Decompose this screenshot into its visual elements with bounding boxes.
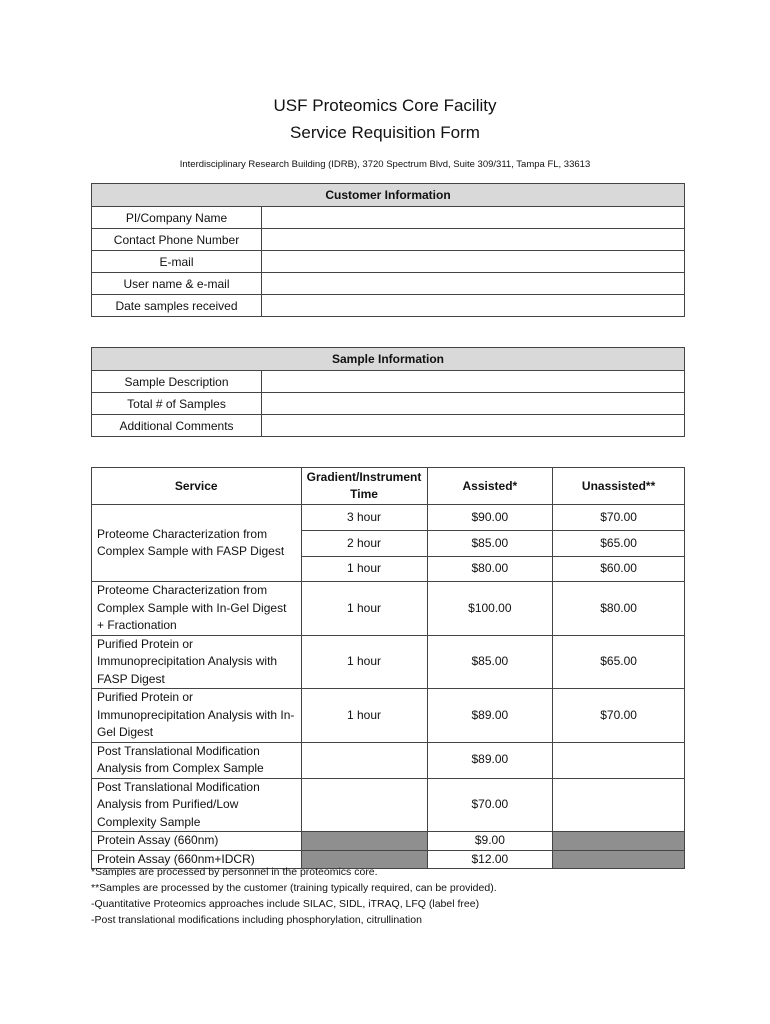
service-name: Purified Protein or Immunoprecipitation Analysis with In-Gel Digest [92,689,302,743]
service-column-header: Service [92,468,302,505]
instrument-time: 1 hour [301,557,427,582]
service-name: Purified Protein or Immunoprecipitation Analysis with FASP Digest [92,635,302,689]
table-row [92,778,685,832]
services-pricing-table [91,467,685,869]
unassisted-price: $60.00 [553,557,685,582]
email-label: E-mail [92,251,262,273]
sample-description-field[interactable] [262,371,685,393]
form-row [92,415,685,437]
service-name: Protein Assay (660nm+IDCR) [92,850,302,869]
form-row [92,229,685,251]
user-name-email-label: User name & e-mail [92,273,262,295]
form-row [92,393,685,415]
table-row [92,742,685,778]
email-field[interactable] [262,251,685,273]
footnote: -Post translational modifications including phosphorylation, citrullination [91,914,422,926]
form-row [92,371,685,393]
instrument-time: 1 hour [301,689,427,743]
unassisted-price: $65.00 [553,531,685,557]
additional-comments-label: Additional Comments [92,415,262,437]
assisted-price: $9.00 [427,832,553,851]
assisted-price: $90.00 [427,505,553,531]
facility-address: Interdisciplinary Research Building (IDRB), 3720 Spectrum Blvd, Suite 309/311, Tampa FL, 33613 [179,159,591,170]
table-row [92,582,685,636]
customer-information-table [91,183,685,317]
contact-phone-field[interactable] [262,229,685,251]
unassisted-price: $80.00 [553,582,685,636]
unassisted-price: $65.00 [553,635,685,689]
service-name: Post Translational Modification Analysis from Purified/Low Complexity Sample [92,778,302,832]
footnote: -Quantitative Proteomics approaches include SILAC, SIDL, iTRAQ, LFQ (label free) [91,898,480,910]
service-name: Proteome Characterization from Complex Sample with FASP Digest [92,505,302,582]
user-name-email-field[interactable] [262,273,685,295]
form-row [92,251,685,273]
assisted-price: $70.00 [427,778,553,832]
instrument-time: 2 hour [301,531,427,557]
total-samples-label: Total # of Samples [92,393,262,415]
date-received-field[interactable] [262,295,685,317]
contact-phone-label: Contact Phone Number [92,229,262,251]
footnote: **Samples are processed by the customer (training typically required, can be provided). [91,882,497,894]
total-samples-field[interactable] [262,393,685,415]
pi-company-name-field[interactable] [262,207,685,229]
assisted-price: $80.00 [427,557,553,582]
assisted-price: $89.00 [427,689,553,743]
assisted-price: $89.00 [427,742,553,778]
pi-company-name-label: PI/Company Name [92,207,262,229]
service-name: Protein Assay (660nm) [92,832,302,851]
service-name: Proteome Characterization from Complex Sample with In-Gel Digest + Fractionation [92,582,302,636]
unassisted-price [553,778,685,832]
sample-information-table [91,347,685,437]
table-row [92,505,685,531]
table-header-row [92,468,685,505]
unassisted-price [553,742,685,778]
customer-info-heading: Customer Information [92,184,685,207]
footnotes [91,864,497,928]
table-row [92,832,685,851]
form-row [92,207,685,229]
assisted-column-header: Assisted* [427,468,553,505]
date-received-label: Date samples received [92,295,262,317]
instrument-time: 3 hour [301,505,427,531]
instrument-time [301,742,427,778]
assisted-price: $85.00 [427,531,553,557]
shaded-cell [301,832,427,851]
instrument-time [301,778,427,832]
unassisted-price: $70.00 [553,505,685,531]
shaded-cell [553,850,685,869]
shaded-cell [553,832,685,851]
additional-comments-field[interactable] [262,415,685,437]
instrument-time: 1 hour [301,582,427,636]
time-column-header: Gradient/Instrument Time [301,468,427,505]
assisted-price: $100.00 [427,582,553,636]
service-name: Post Translational Modification Analysis from Complex Sample [92,742,302,778]
table-row [92,689,685,743]
table-row [92,635,685,689]
footnote: *Samples are processed by personnel in the proteomics core. [91,866,378,878]
form-subtitle: Service Requisition Form [290,123,480,142]
sample-description-label: Sample Description [92,371,262,393]
form-row [92,273,685,295]
form-row [92,295,685,317]
unassisted-column-header: Unassisted** [553,468,685,505]
assisted-price: $85.00 [427,635,553,689]
unassisted-price: $70.00 [553,689,685,743]
assisted-price: $12.00 [427,850,553,869]
sample-info-heading: Sample Information [92,348,685,371]
instrument-time: 1 hour [301,635,427,689]
form-title: USF Proteomics Core Facility [273,96,497,115]
